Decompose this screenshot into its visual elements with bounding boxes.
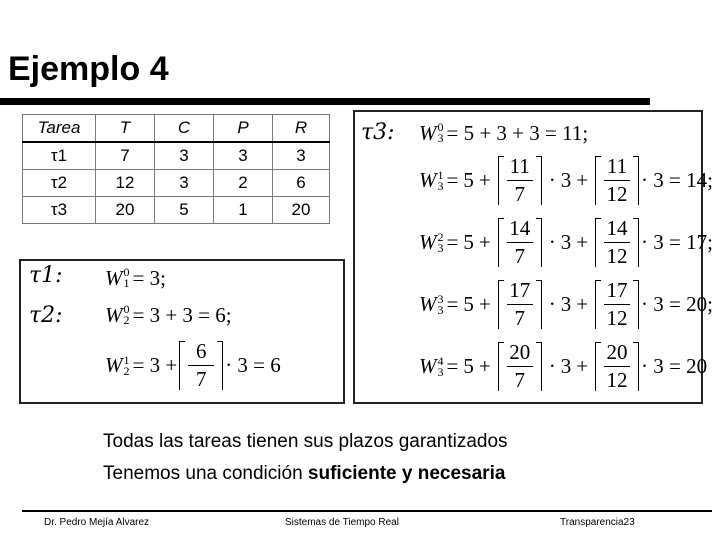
cell-task: τ3 [23,197,96,224]
tau1-label: τ1: [29,263,63,288]
w3-2-equation: W 2 3 = 5 + $\frac{14}{7}$ · 3 + $\frac{14}{12}$ · 3 = 17; [419,216,713,268]
w2-1-equation: W 1 2 = 3 + $\frac{6}{7}$ · 3 = 6 [105,339,281,391]
footer-rule [22,510,712,512]
table-row [23,170,330,197]
tau1-tau2-response-box [19,259,345,404]
cell-t: 12 [96,170,155,197]
w3-2-result: · 3 = 17; [641,230,713,254]
w3-0-rhs: = 5 + 3 + 3 = 11; [446,120,589,145]
conclusion-line-1: Todas las tareas tienen sus plazos garantizados [103,431,508,452]
conclusion-line-2 [103,463,505,485]
cell-task: τ2 [23,170,96,197]
header-r: R [273,115,330,143]
conclusion-line-2-bold: suficiente y necesaria [307,463,506,484]
w3-1-result: · 3 = 14; [641,168,713,192]
w1-0-equation: W 0 1 = 3; [105,265,166,290]
cell-c: 3 [155,170,214,197]
table-row [23,197,330,224]
w3-4-equation: W 4 3 = 5 + $\frac{20}{7}$ · 3 + $\frac{20}{12}$ · 3 = 20 [419,340,708,392]
w3-3-result: · 3 = 20; [641,292,713,316]
w1-0-rhs: = 3; [132,265,166,290]
cell-c: 3 [155,142,214,170]
header-c: C [155,115,214,143]
w2-0-rhs: = 3 + 3 = 6; [132,302,232,327]
w3-0-equation: W 0 3 = 5 + 3 + 3 = 11; [419,120,589,145]
cell-p: 1 [214,197,273,224]
ceiling-bracket [179,341,223,390]
header-t: T [96,115,155,143]
cell-p: 2 [214,170,273,197]
fraction-denominator: 7 [195,367,207,391]
tau2-label-row [29,305,63,327]
w3-3-equation: W 3 3 = 5 + $\frac{17}{7}$ · 3 + $\frac{17}{12}$ · 3 = 20; [419,278,713,330]
tau3-response-box [353,110,713,404]
table-row [23,142,330,170]
task-parameters-table [22,114,330,224]
footer-author: Dr. Pedro Mejía Alvarez [44,517,150,528]
tau2-label: τ2: [29,303,63,328]
cell-r: 6 [273,170,330,197]
w2-1-pre: = 3 + [132,353,178,377]
w3-4-result: · 3 = 20 [641,354,708,378]
fraction-numerator: 6 [188,341,214,366]
w2-1-post: · 3 = 6 [225,353,281,377]
cell-r: 20 [273,197,330,224]
cell-task: τ1 [23,142,96,170]
cell-t: 20 [96,197,155,224]
w3-1-equation: W 1 3 = 5 + $\frac{11}{7}$ · 3 + $\frac{11}{12}$ · 3 = 14; [419,154,713,206]
tau1-label-row [29,265,63,287]
cell-t: 7 [96,142,155,170]
table-header-row [23,115,330,143]
footer-page: Transparencia23 [560,517,635,528]
cell-r: 3 [273,142,330,170]
conclusion-line-2-prefix: Tenemos una condición [103,463,308,484]
cell-c: 5 [155,197,214,224]
tau3-label: τ3: [361,120,395,145]
cell-p: 3 [214,142,273,170]
header-p: P [214,115,273,143]
footer-course: Sistemas de Tiempo Real [285,517,399,528]
header-tarea: Tarea [23,115,96,143]
title-underline [0,98,650,105]
slide-title: Ejemplo 4 [8,50,169,88]
w2-0-equation: W 0 2 = 3 + 3 = 6; [105,302,232,327]
tau3-label-row [361,122,395,144]
